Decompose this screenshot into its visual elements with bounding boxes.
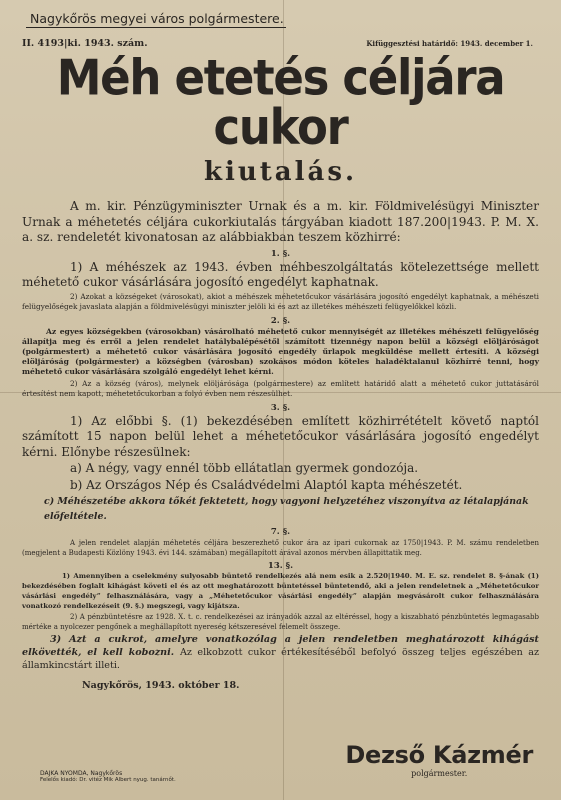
poster-subtitle: kiutalás. xyxy=(203,157,358,187)
printer-name: DAJKA NYOMDA, Nagykőrös xyxy=(40,770,123,777)
section-3-item-c: c) Méhészetébe akkora tőkét fektetett, hogy vagyoni helyzetéhez viszonyítva az létalapjának előfeltétele. xyxy=(44,496,529,523)
section-13-paragraph-3 xyxy=(22,634,539,672)
section-3-paragraph-1: 1) Az előbbi §. (1) bekezdésében említett közhirrétételt követő naptól számított 15 napon belül lehet a méhetetőcukor vásárlására jogosító engedélyt kérni. Előnybe részesülnek: xyxy=(22,413,539,459)
fold-crease-horizontal xyxy=(0,392,561,393)
section-13-paragraph-1: 1) Amennyiben a cselekmény sulyosabb büntető rendelkezés alá nem esik a 2.520|1940. M. E. sz. rendelet 8. §-ának (1) bekezdésében foglalt kihágást követi el és az ott meghatározott büntetéssel büntetendő, aki a jelen rendeletnek a „Méhetetőcukor vásárlási engedély” felhasználására, vagy a „Méhetetőcukor vásárlási engedély” alapján megvásárolt cukor felhasználására vonatkozó rendelkezéseit (9. §.) megszegi, vagy kijátsza. xyxy=(22,572,539,610)
section-3-heading: 3. §. xyxy=(270,402,291,413)
issuer: Nagykőrös megyei város polgármestere. xyxy=(26,11,286,28)
printer-imprint xyxy=(40,770,176,784)
section-13-paragraph-2: 2) A pénzbüntetésre az 1928. X. t. c. rendelkezései az irányadók azzal az eltéréssel, hogy a kiszabható pénzbüntetés legmagasabb mértéke a nyolcezer pengőnek a meghállapított nyereség kétszeresével felemelt összege. xyxy=(22,612,539,631)
signature-title: polgármester. xyxy=(411,769,468,778)
publisher-line: Felelős kiadó: Dr. vitéz Mik Albert nyug. tanárnőt. xyxy=(40,777,176,783)
posting-deadline: Kifüggesztési határidő: 1943. december 1. xyxy=(366,39,533,48)
issue-date: Nagykőrös, 1943. október 18. xyxy=(82,680,240,692)
reference-line xyxy=(22,38,539,49)
section-2-paragraph-1: Az egyes községekben (városokban) vásárolható méhetető cukor mennyiségét az illetékes méhészeti felügyelőség állapítja meg és erről a jelen rendelet hatálybalépésétől számított tizennégy napon belül a községi elöljáróságot (polgármestert) a méhetető cukor vásárlására jogosító engedély űrlapok megküldése mellett értesíti. A községi elöljáróság (polgármester) a községben (városban) szokásos módon köteles haladéktalanul közhírré tenni, hogy méhetető cukor vásárlására szolgáló engedélyt lehet kérni. xyxy=(22,326,539,377)
signature-block xyxy=(345,741,533,778)
section-2-paragraph-2: 2) Az a község (város), melynek elöljárósága (polgármestere) az említett határidő alatt a méhetető cukor juttatásáról értesítést nem kapott, méhetetőcukorban a folyó évben nem részesülhet. xyxy=(22,378,539,399)
section-1-paragraph-2: 2) Azokat a községeket (városokat), akiot a méhészek méhetetőcukor vásárlására jogosító engedélyt kaphatnak, a méhészeti felügyelőségek javaslata alapján a földmivelésügyi miniszter jelöli ki és azt az illetékes méhészeti felügyelőkkel közli. xyxy=(22,291,539,311)
section-3-item-a: a) A négy, vagy ennél több ellátatlan gyermek gondozója. xyxy=(70,461,419,476)
treasury-clause: Az elkobzott cukor értékesítéséből befolyó összeg teljes egészében az államkincstárt illeti. xyxy=(22,646,540,671)
section-7-paragraph-1: A jelen rendelet alapján méhetetés céljára beszerezhető cukor ára az ipari cukornak az 1750|1943. P. M. számu rendeletben (megjelent a Budapesti Közlöny 1943. évi 144. számában) megállapított árával azonos mérvben állapittatik meg. xyxy=(22,539,539,558)
poster-title: Méh etetés céljára cukor xyxy=(56,49,505,156)
section-3-item-b: b) Az Országos Nép és Családvédelmi Alaptól kapta méhészetét. xyxy=(70,478,463,493)
section-7-heading: 7. §. xyxy=(270,527,291,538)
section-13-heading: 13. §. xyxy=(267,561,294,572)
section-1-paragraph-1: 1) A méhészek az 1943. évben méhbeszolgáltatás kötelezettsége mellett méhetető cukor vásárlására jogosító engedélyt kaphatnak. xyxy=(22,259,539,289)
section-1-heading: 1. §. xyxy=(270,248,291,259)
signature-name: Dezső Kázmér xyxy=(345,741,533,769)
intro-paragraph: A m. kir. Pénzügyminiszter Urnak és a m. kir. Földmivelésügyi Miniszter Urnak a méhetetés céljára cukorkiutalás tárgyában kiadott 187.200|1943. P. M. X. a. sz. rendeletét kivonatosan az alábbiakban teszem közhirré: xyxy=(22,199,539,244)
reference-number: II. 4193|ki. 1943. szám. xyxy=(22,38,148,49)
section-2-heading: 2. §. xyxy=(270,315,291,326)
confiscation-clause: 3) Azt a cukrot, amelyre vonatkozólag a jelen rendeletben meghatározott kihágást elkövették, el kell kobozni. xyxy=(22,634,539,658)
